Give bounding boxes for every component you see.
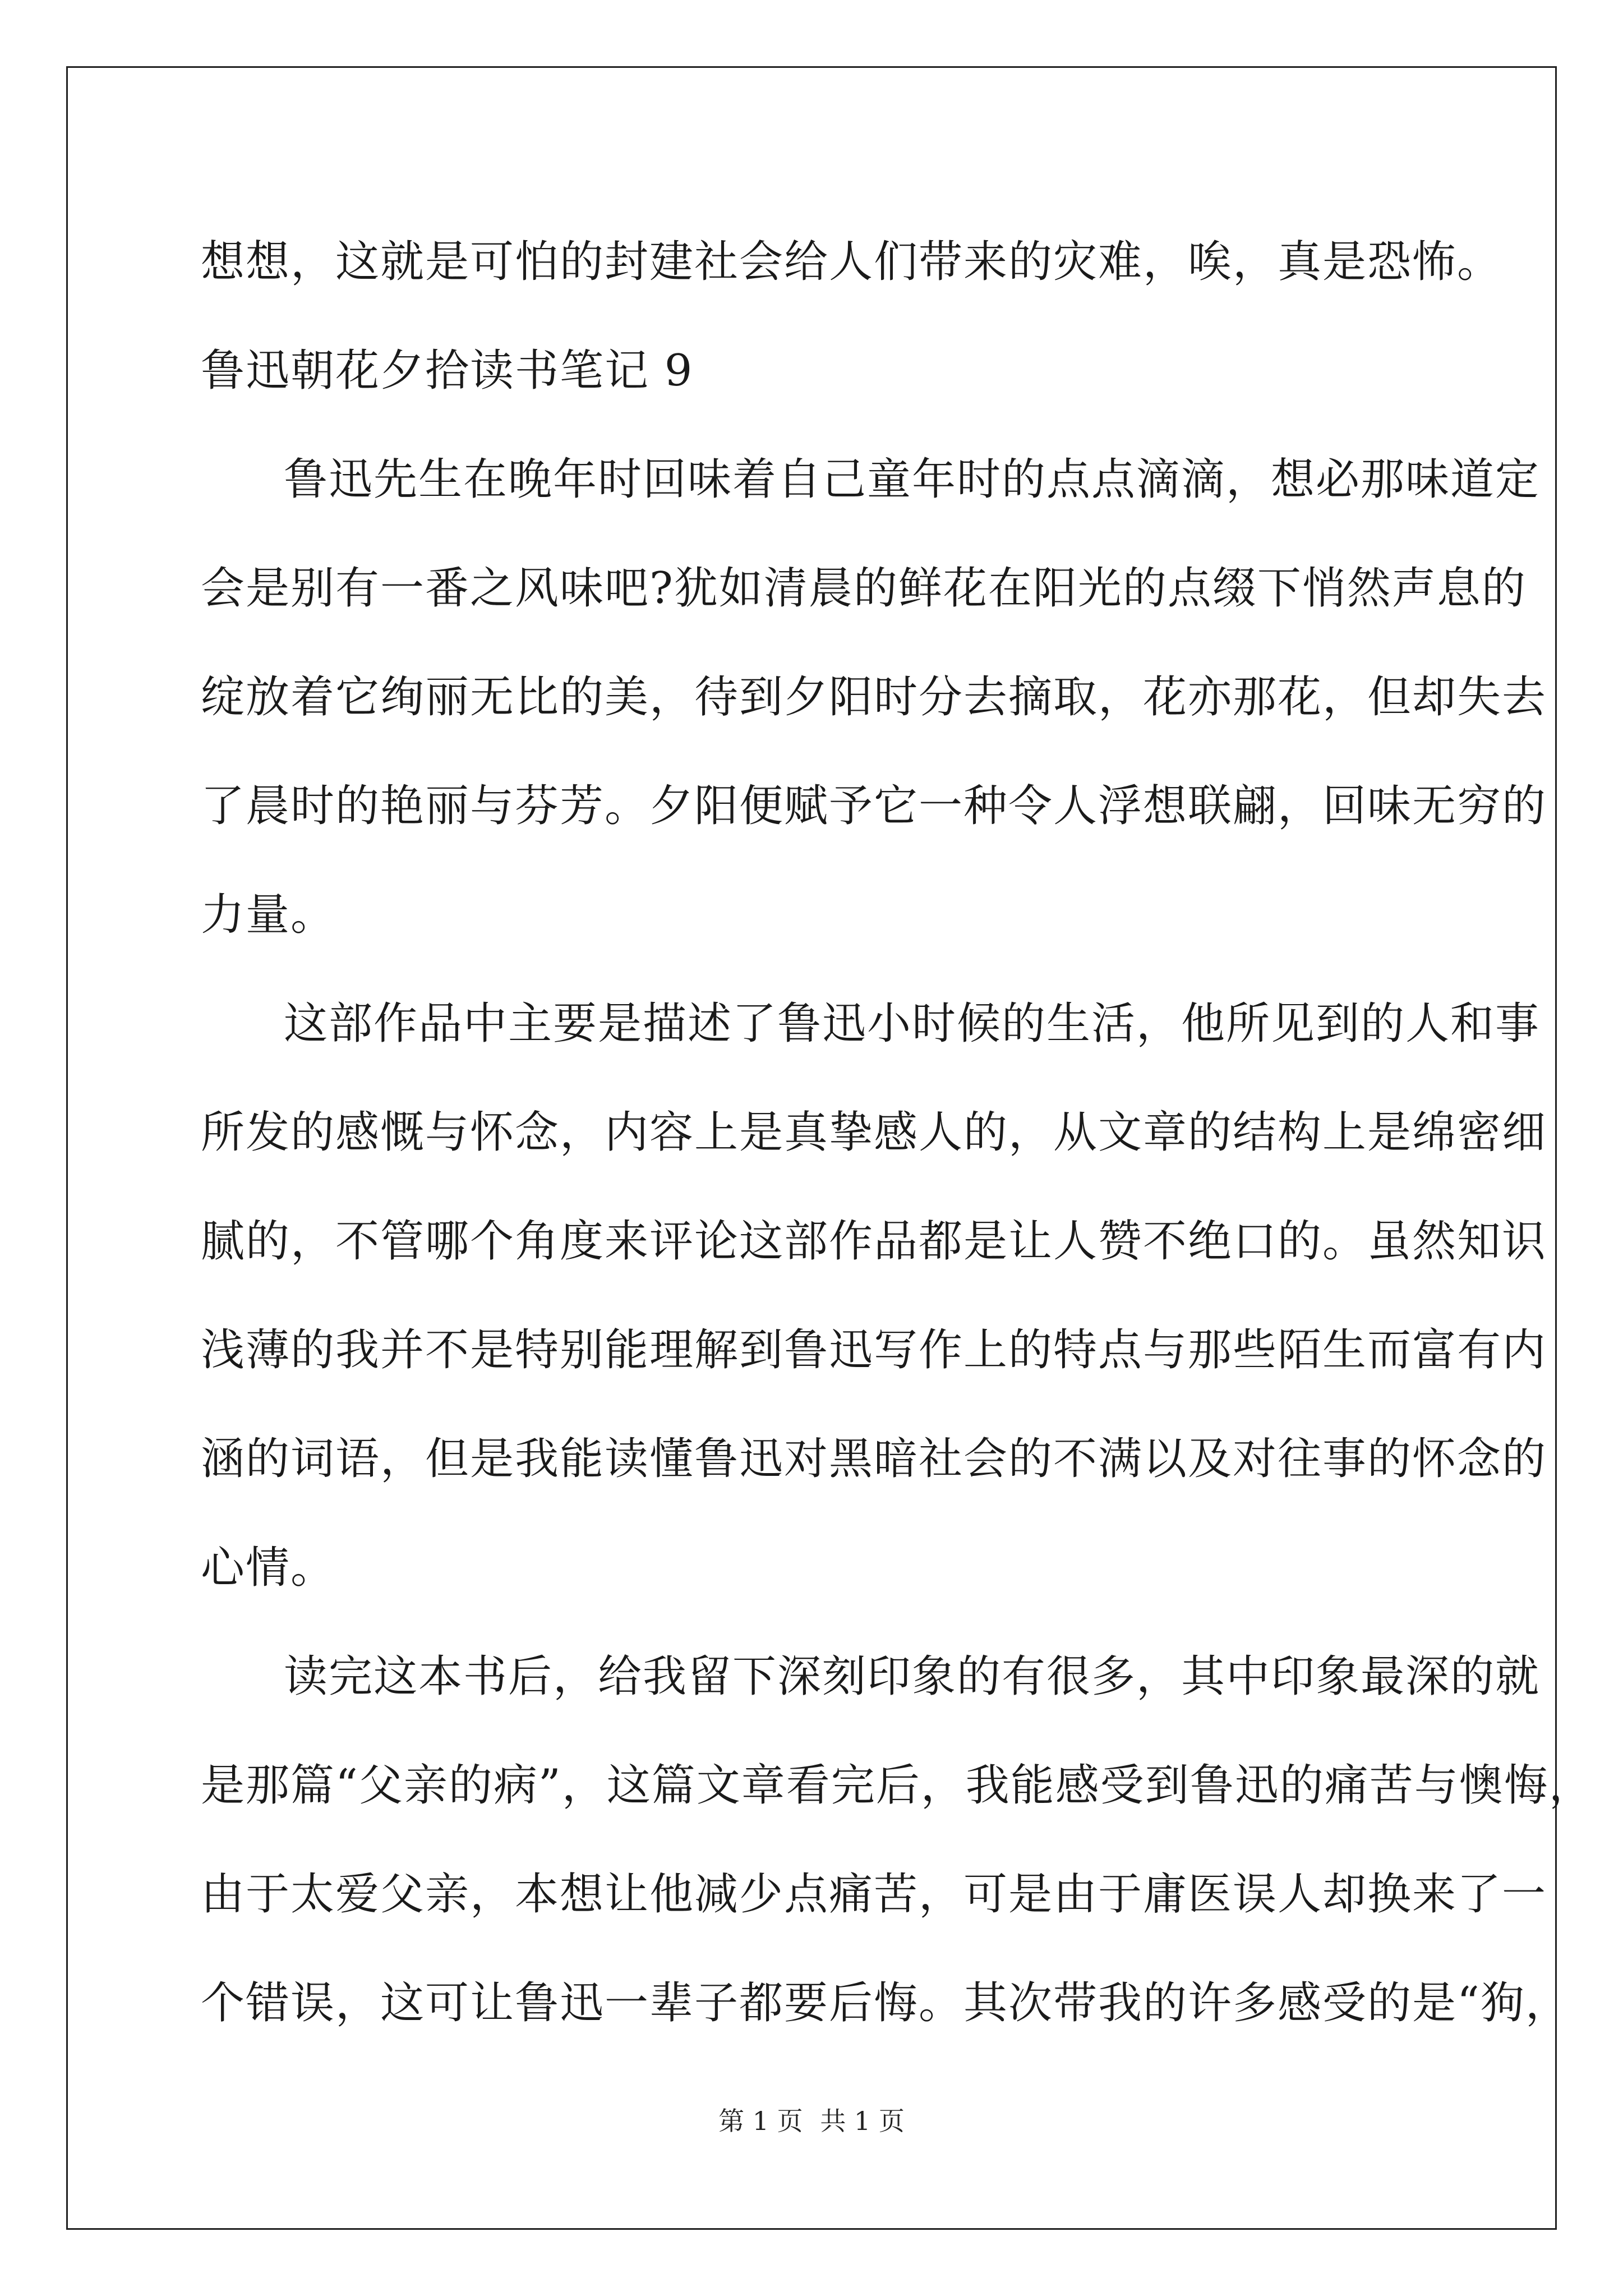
paragraph-line: 想想，这就是可怕的封建社会给人们带来的灾难，唉，真是恐怖。 <box>201 237 1502 287</box>
paragraph-line: 心情。 <box>201 1543 336 1593</box>
page-number: 第 1 页 <box>718 2106 803 2136</box>
paragraph-line: 读完这本书后，给我留下深刻印象的有很多，其中印象最深的就 <box>284 1651 1541 1702</box>
paragraph-line: 鲁迅先生在晚年时回味着自己童年时的点点滴滴，想必那味道定 <box>284 454 1541 505</box>
paragraph-line: 力量。 <box>201 890 336 940</box>
paragraph-line: 会是别有一番之风味吧?犹如清晨的鲜花在阳光的点缀下悄然声息的 <box>201 563 1527 614</box>
paragraph-line: 绽放着它绚丽无比的美，待到夕阳时分去摘取，花亦那花，但却失去 <box>201 672 1547 723</box>
section-heading: 鲁迅朝花夕拾读书笔记 9 <box>201 346 694 396</box>
paragraph-line: 这部作品中主要是描述了鲁迅小时候的生活，他所见到的人和事 <box>284 999 1541 1049</box>
paragraph-line: 所发的感慨与怀念，内容上是真挚感人的，从文章的结构上是绵密细 <box>201 1107 1547 1158</box>
paragraph-line: 腻的，不管哪个角度来评论这部作品都是让人赞不绝口的。虽然知识 <box>201 1216 1547 1267</box>
page-total: 共 1 页 <box>820 2106 905 2136</box>
paragraph-line: 由于太爱父亲，本想让他减少点痛苦，可是由于庸医误人却换来了一 <box>201 1869 1547 1920</box>
paragraph-line: 浅薄的我并不是特别能理解到鲁迅写作上的特点与那些陌生而富有内 <box>201 1325 1547 1375</box>
paragraph-line: 个错误，这可让鲁迅一辈子都要后悔。其次带我的许多感受的是“狗， <box>201 1978 1570 2028</box>
paragraph-line: 了晨时的艳丽与芬芳。夕阳便赋予它一种令人浮想联翩，回味无穷的 <box>201 781 1547 831</box>
document-body <box>201 208 1594 2058</box>
paragraph-line: 涵的词语，但是我能读懂鲁迅对黑暗社会的不满以及对往事的怀念的 <box>201 1434 1547 1484</box>
page-footer <box>0 2101 1623 2138</box>
paragraph-line: 是那篇“父亲的病”，这篇文章看完后，我能感受到鲁迅的痛苦与懊悔， <box>201 1760 1594 1811</box>
